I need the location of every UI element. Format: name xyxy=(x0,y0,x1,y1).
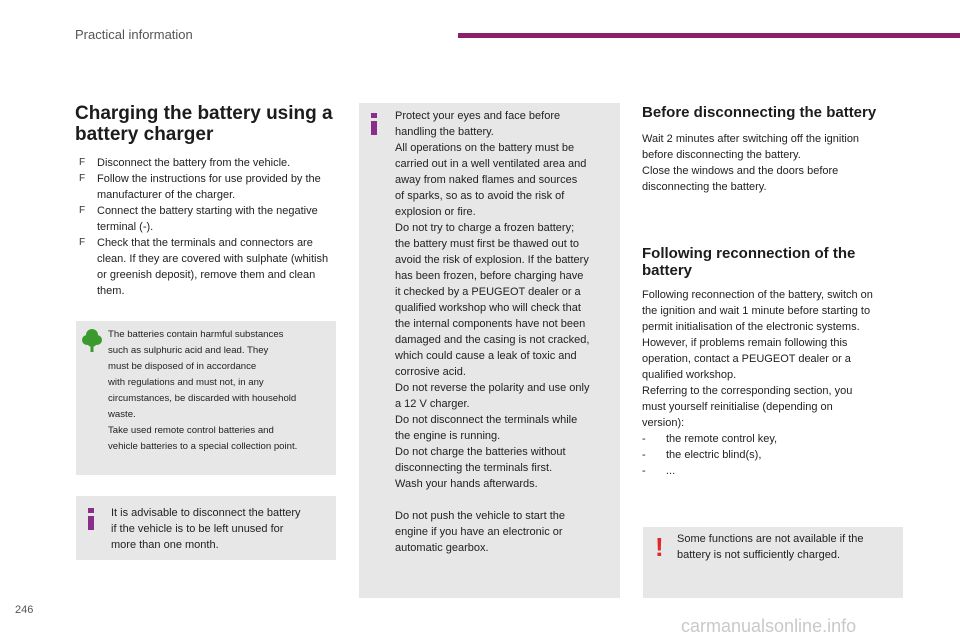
list-item: - the electric blind(s), xyxy=(642,449,762,461)
list-item: F Check that the terminals and connectors are clean. If they are covered with sulphate (whitish or greenish deposit), remove them and clean them. xyxy=(79,237,329,297)
info-icon xyxy=(371,113,377,135)
safety-info-box xyxy=(359,103,620,598)
header-title: Practical information xyxy=(75,27,193,42)
info-note-box xyxy=(76,496,336,560)
list-item: F Connect the battery starting with the negative terminal (-). xyxy=(79,205,318,233)
environment-note-text: The batteries contain harmful substances such as sulphuric acid and lead. They must be disposed of in accordance with regulations and must not, in any circumstances, be discarded with household waste. Take used remote control batteries and vehicle batteries to a special collection point. xyxy=(108,329,298,452)
tree-icon xyxy=(81,327,103,353)
safety-info-text: Protect your eyes and face before handling the battery. All operations on the battery must be carried out in a well ventilated area and away from naked flames and sources of sparks, so as to avoid the risk of explosion or fire. Do not try to charge a frozen battery; the battery must first be thawed out to avoid the risk of explosion. If the battery has been frozen, before charging have it checked by a PEUGEOT dealer or a qualified workshop who will check that the internal components have not been damaged and the casing is not cracked, which could cause a leak of toxic and corrosive acid. Do not reverse the polarity and use only a 12 V charger. Do not disconnect the terminals while the engine is running. Do not charge the batteries without disconnecting the terminals first. Wash your hands afterwards. Do not push the vehicle to start the engine if you have an electronic or automatic gearbox. xyxy=(395,110,590,554)
bullet-icon: F xyxy=(79,205,86,216)
list-item: F Disconnect the battery from the vehicle. xyxy=(79,157,291,169)
section-heading-before-disconnecting: Before disconnecting the battery xyxy=(642,104,877,121)
right-column-section1 xyxy=(642,104,907,195)
reinitialise-list xyxy=(642,431,907,479)
watermark: carmanualsonline.info xyxy=(681,616,857,636)
list-item: F Follow the instructions for use provided by the manufacturer of the charger. xyxy=(79,173,321,201)
bullet-icon: F xyxy=(79,237,86,248)
bullet-icon: F xyxy=(79,157,86,168)
left-column xyxy=(75,103,337,299)
list-item: - ... xyxy=(642,465,676,477)
following-reconnection-text: Following reconnection of the battery, switch on the ignition and wait 1 minute before starting to permit initialisation of the electronic systems. However, if problems remain following this operation, contact a PEUGEOT dealer or a qualified workshop. Referring to the corresponding section, you must yourself reinitialise (depending on version): xyxy=(642,289,873,429)
environment-note-box xyxy=(76,321,336,475)
warning-icon: ! xyxy=(655,532,664,562)
page-number: 246 xyxy=(15,604,34,616)
list-item: - the remote control key, xyxy=(642,433,778,445)
before-disconnecting-text: Wait 2 minutes after switching off the ignition before disconnecting the battery. Close the windows and the doors before disconnecting the battery. xyxy=(642,133,860,193)
charging-steps-list xyxy=(75,155,337,299)
warning-note-text: Some functions are not available if the battery is not sufficiently charged. xyxy=(677,533,864,561)
info-icon xyxy=(88,508,94,530)
section-heading-following-reconnection: Following reconnection of the battery xyxy=(642,245,856,279)
section-heading-charging: Charging the battery using a battery charger xyxy=(75,103,333,145)
header-accent-bar xyxy=(458,33,960,38)
warning-note-box xyxy=(643,527,903,598)
bullet-icon: F xyxy=(79,173,86,184)
right-column-section2 xyxy=(642,245,907,479)
info-note-text: It is advisable to disconnect the battery if the vehicle is to be left unused for more than one month. xyxy=(111,507,301,551)
